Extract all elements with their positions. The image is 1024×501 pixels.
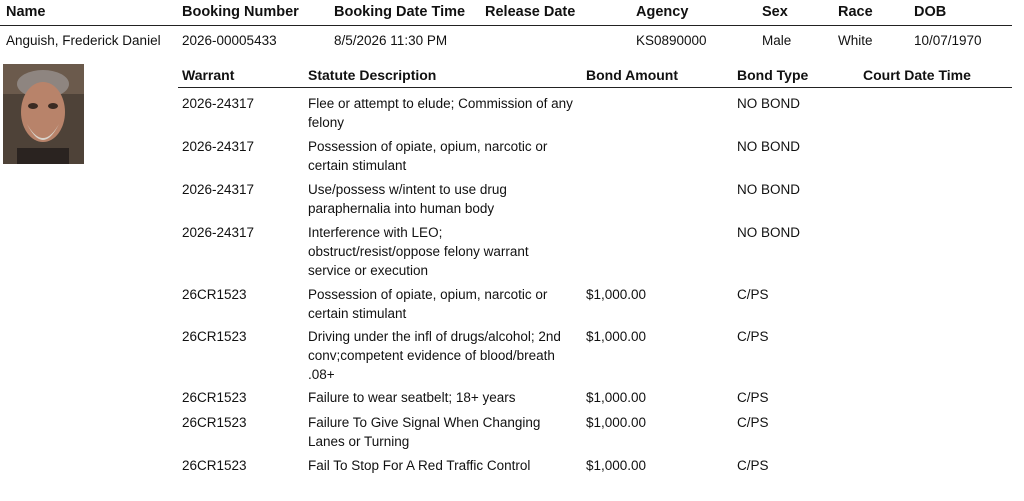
- charge-bond-type: NO BOND: [737, 139, 801, 154]
- charge-warrant: 26CR1523: [182, 415, 247, 430]
- charge-bond-type: C/PS: [737, 415, 769, 430]
- inmate-agency: KS0890000: [636, 33, 707, 48]
- charge-statute: Fail To Stop For A Red Traffic Control: [308, 458, 531, 473]
- inmate-dob: 10/07/1970: [914, 33, 982, 48]
- charge-bond-amount: $1,000.00: [586, 415, 647, 430]
- charge-bond-type: NO BOND: [737, 96, 801, 111]
- charges-header-bond-type: Bond Type: [737, 67, 809, 83]
- charges-header-statute-description: Statute Description: [308, 67, 437, 83]
- header-booking-number: Booking Number: [182, 4, 299, 20]
- mugshot-photo: [3, 64, 84, 164]
- charge-statute: Possession of opiate, opium, narcotic or certain stimulant: [308, 139, 548, 173]
- inmate-sex: Male: [762, 33, 792, 48]
- charge-statute: Driving under the infl of drugs/alcohol; 2nd conv;competent evidence of blood/breath .08+: [308, 329, 561, 382]
- header-release-date: Release Date: [485, 4, 576, 20]
- charge-bond-type: C/PS: [737, 329, 769, 344]
- charge-statute: Interference with LEO; obstruct/resist/oppose felony warrant service or execution: [308, 225, 529, 278]
- charge-warrant: 26CR1523: [182, 458, 247, 473]
- header-name: Name: [6, 4, 46, 20]
- charge-statute: Flee or attempt to elude; Commission of any felony: [308, 96, 573, 130]
- inmate-race: White: [838, 33, 873, 48]
- charge-statute: Use/possess w/intent to use drug paraphernalia into human body: [308, 182, 507, 216]
- inmate-booking-number: 2026-00005433: [182, 33, 277, 48]
- header-rule: [0, 25, 1012, 26]
- header-agency: Agency: [636, 4, 689, 20]
- charge-bond-amount: $1,000.00: [586, 390, 647, 405]
- charge-warrant: 26CR1523: [182, 287, 247, 302]
- charge-warrant: 2026-24317: [182, 139, 255, 154]
- charge-warrant: 2026-24317: [182, 225, 255, 240]
- charge-warrant: 26CR1523: [182, 329, 247, 344]
- charge-bond-amount: $1,000.00: [586, 287, 647, 302]
- charges-header-rule: [178, 87, 1012, 88]
- charge-statute: Failure to wear seatbelt; 18+ years: [308, 390, 516, 405]
- header-sex: Sex: [762, 4, 788, 20]
- charge-bond-type: C/PS: [737, 458, 769, 473]
- header-booking-date-time: Booking Date Time: [334, 4, 466, 20]
- charge-statute: Possession of opiate, opium, narcotic or certain stimulant: [308, 287, 548, 321]
- charge-bond-amount: $1,000.00: [586, 329, 647, 344]
- inmate-booking-date-time: 8/5/2026 11:30 PM: [334, 33, 448, 48]
- charge-bond-type: NO BOND: [737, 182, 801, 197]
- header-dob: DOB: [914, 4, 947, 20]
- charge-bond-type: C/PS: [737, 390, 769, 405]
- charge-warrant: 2026-24317: [182, 182, 255, 197]
- charge-warrant: 2026-24317: [182, 96, 255, 111]
- charges-header-court-date-time: Court Date Time: [863, 67, 971, 83]
- charge-bond-type: C/PS: [737, 287, 769, 302]
- header-race: Race: [838, 4, 873, 20]
- charges-header-warrant: Warrant: [182, 67, 235, 83]
- inmate-name: Anguish, Frederick Daniel: [6, 33, 161, 48]
- charge-statute: Failure To Give Signal When Changing Lanes or Turning: [308, 415, 541, 449]
- charge-warrant: 26CR1523: [182, 390, 247, 405]
- charge-bond-amount: $1,000.00: [586, 458, 647, 473]
- charge-bond-type: NO BOND: [737, 225, 801, 240]
- charges-header-bond-amount: Bond Amount: [586, 67, 679, 83]
